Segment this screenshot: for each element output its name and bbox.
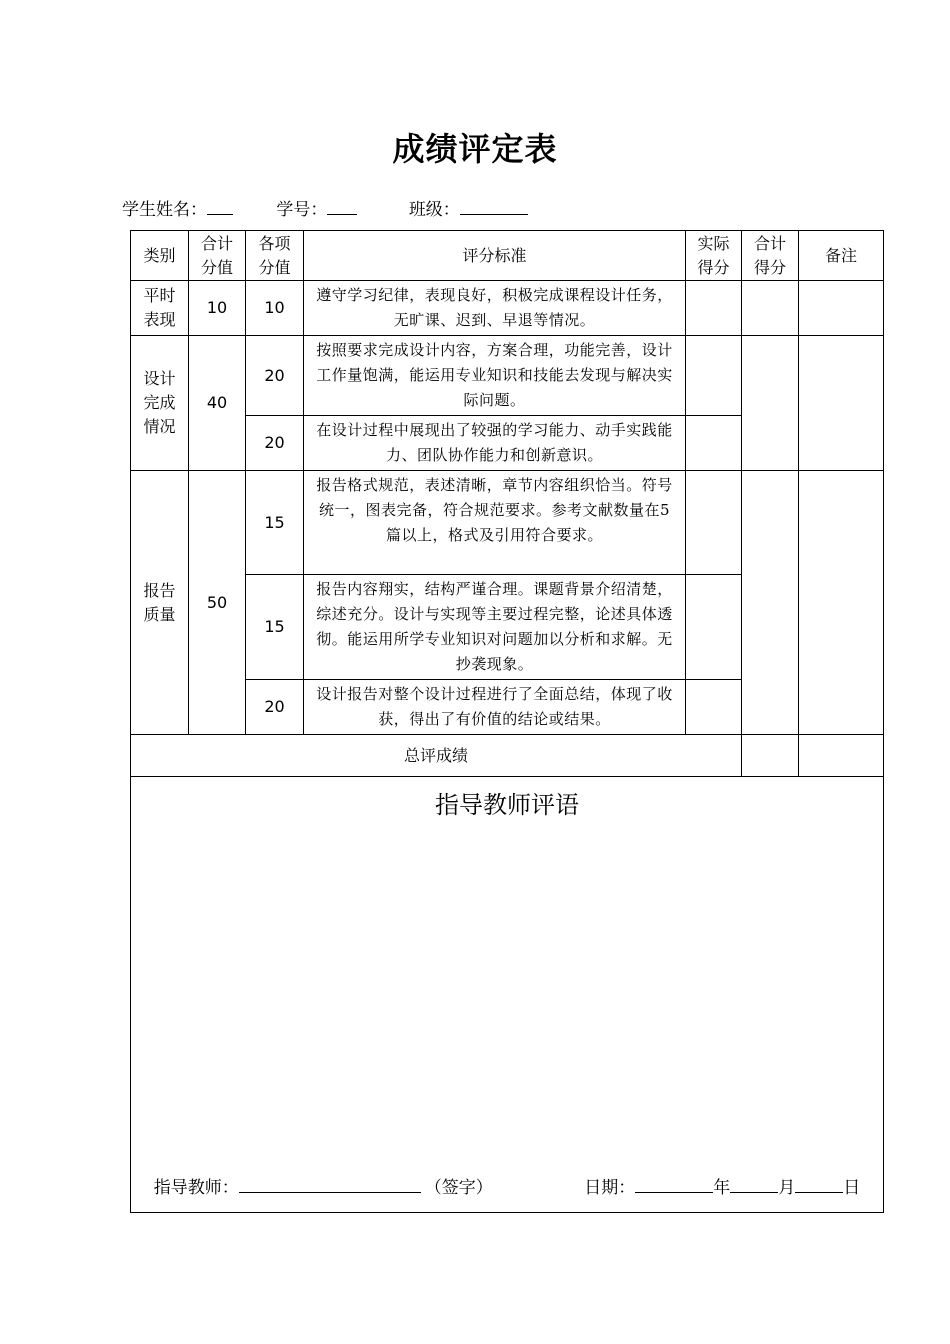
- class-label: 班级：: [408, 200, 460, 220]
- category-design: [131, 336, 189, 471]
- month-field[interactable]: [730, 1175, 778, 1193]
- student-id-label: 学号：: [276, 200, 328, 220]
- category-design-total: 40: [189, 336, 246, 471]
- total-obtained-cell[interactable]: [742, 471, 799, 735]
- month-label: 月: [778, 1178, 796, 1198]
- comment-footer: [141, 1175, 873, 1200]
- overall-row: [131, 735, 884, 777]
- category-report: [131, 471, 189, 735]
- criteria-text: 在设计过程中展现出了较强的学习能力、动手实践能力、团队协作能力和创新意识。: [304, 416, 686, 471]
- item-score: 15: [246, 575, 304, 680]
- category-usual: [131, 281, 189, 336]
- teacher-signature-field[interactable]: [239, 1175, 421, 1193]
- overall-label: 总评成绩: [131, 735, 742, 777]
- category-report-text: 报告质量: [143, 580, 176, 624]
- item-score: 20: [246, 680, 304, 735]
- actual-score-cell[interactable]: [686, 281, 742, 336]
- category-usual-total: 10: [189, 281, 246, 336]
- year-label: 年: [713, 1178, 731, 1198]
- day-field[interactable]: [795, 1175, 843, 1193]
- item-score: 20: [246, 336, 304, 416]
- category-report-total: 50: [189, 471, 246, 735]
- comment-box[interactable]: [131, 777, 884, 1213]
- total-obtained-cell[interactable]: [742, 336, 799, 471]
- actual-score-cell[interactable]: [686, 471, 742, 575]
- category-design-text: 设计完成情况: [143, 369, 176, 436]
- item-score: 20: [246, 416, 304, 471]
- header-total-score: [189, 231, 246, 281]
- date-label: 日期：: [584, 1178, 636, 1198]
- remark-cell[interactable]: [799, 336, 884, 471]
- criteria-text: 报告内容翔实，结构严谨合理。课题背景介绍清楚，综述充分。设计与实现等主要过程完整，论述具体透彻。能运用所学专业知识对问题加以分析和求解。无抄袭现象。: [304, 575, 686, 680]
- header-item-score: [246, 231, 304, 281]
- header-total-score-text: 合计分值: [200, 233, 233, 277]
- remark-cell[interactable]: [799, 281, 884, 336]
- header-total-obtained-text: 合计得分: [753, 233, 786, 277]
- header-row: [131, 231, 884, 281]
- header-actual-score-text: 实际得分: [697, 233, 730, 277]
- table-row: [131, 281, 884, 336]
- student-id-field[interactable]: [327, 197, 357, 215]
- criteria-text: 报告格式规范，表述清晰，章节内容组织恰当。符号统一，图表完备，符合规范要求。参考文献数量在5篇以上，格式及引用符合要求。: [304, 471, 686, 575]
- comment-title: 指导教师评语: [435, 791, 579, 819]
- student-name-label: 学生姓名：: [122, 200, 207, 220]
- actual-score-cell[interactable]: [686, 336, 742, 416]
- page-title: 成绩评定表: [392, 130, 558, 168]
- comment-row: [131, 777, 884, 1213]
- table-row: [131, 471, 884, 575]
- sign-label: （签字）: [424, 1178, 493, 1198]
- criteria-text: 设计报告对整个设计过程进行了全面总结，体现了收获，得出了有价值的结论或结果。: [304, 680, 686, 735]
- header-item-score-text: 各项分值: [258, 233, 291, 277]
- criteria-text: 按照要求完成设计内容，方案合理，功能完善，设计工作量饱满，能运用专业知识和技能去发现与解决实际问题。: [304, 336, 686, 416]
- grade-table: [130, 230, 884, 1213]
- item-score: 15: [246, 471, 304, 575]
- total-obtained-cell[interactable]: [742, 281, 799, 336]
- header-category: 类别: [131, 231, 189, 281]
- teacher-label: 指导教师：: [153, 1178, 239, 1198]
- table-row: [131, 336, 884, 416]
- remark-cell[interactable]: [799, 471, 884, 735]
- year-field[interactable]: [635, 1175, 713, 1193]
- overall-total-cell[interactable]: [742, 735, 799, 777]
- header-criteria: 评分标准: [304, 231, 686, 281]
- actual-score-cell[interactable]: [686, 680, 742, 735]
- actual-score-cell[interactable]: [686, 416, 742, 471]
- header-actual-score: [686, 231, 742, 281]
- header-remark: 备注: [799, 231, 884, 281]
- header-total-obtained: [742, 231, 799, 281]
- student-info-line: [122, 195, 528, 220]
- item-score: 10: [246, 281, 304, 336]
- category-usual-text: 平时表现: [143, 286, 176, 329]
- day-label: 日: [843, 1178, 861, 1198]
- student-name-field[interactable]: [207, 197, 233, 215]
- overall-remark-cell[interactable]: [799, 735, 884, 777]
- criteria-text: 遵守学习纪律，表现良好，积极完成课程设计任务，无旷课、迟到、早退等情况。: [304, 281, 686, 336]
- class-field[interactable]: [460, 197, 528, 215]
- actual-score-cell[interactable]: [686, 575, 742, 680]
